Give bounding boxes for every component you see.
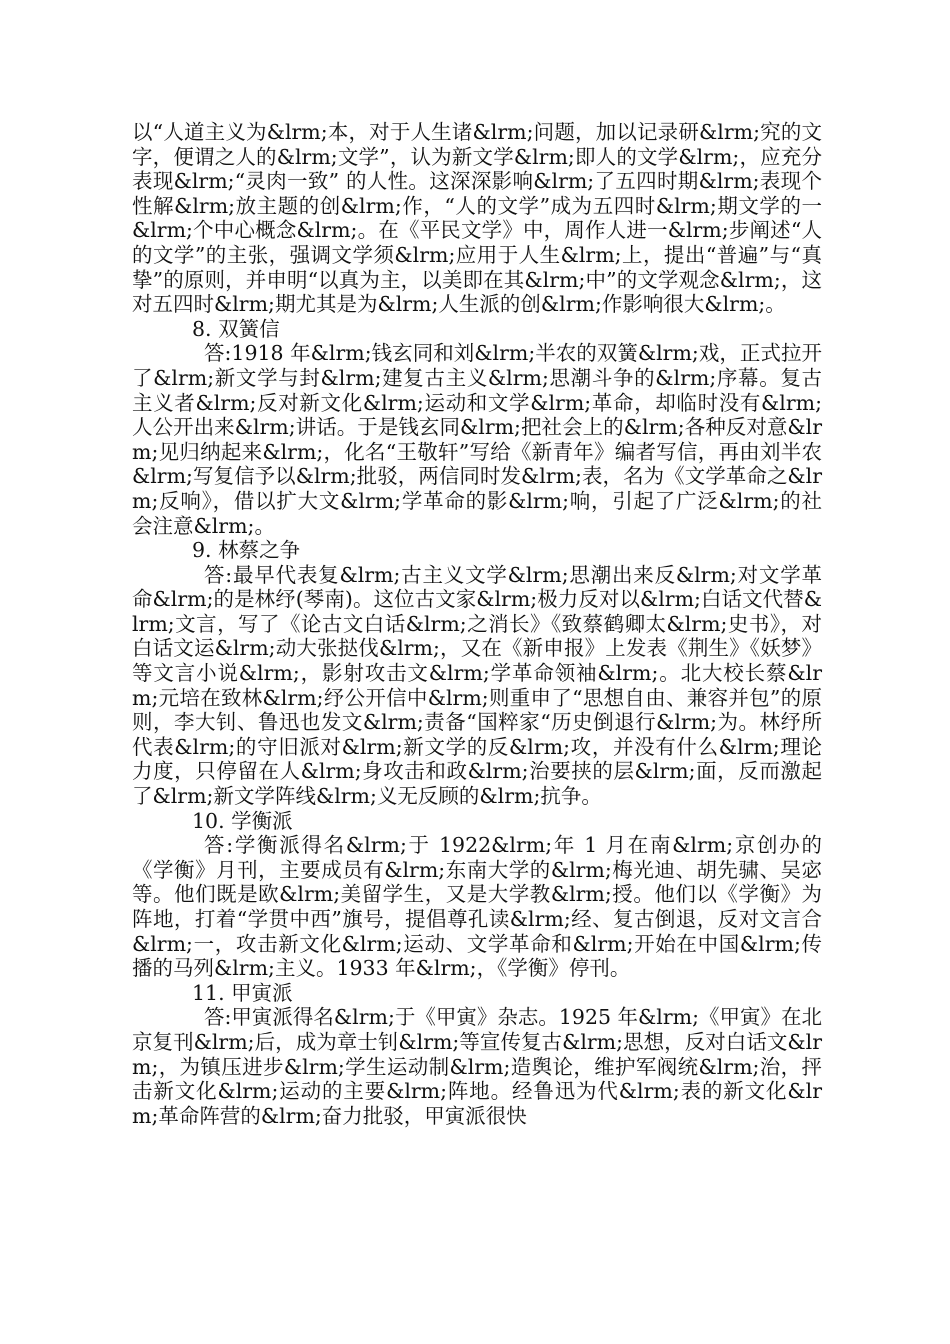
section-heading-double-reed-letter: 8. 双簧信 (192, 316, 280, 341)
intro-paragraph: 以“人道主义为&lrm;本，对于人生诸&lrm;问题，加以记录研&lrm;究的文字，便谓之人的&lrm;文学”，认为新文学&lrm;即人的文学&lrm;，应充分表现&lrm;“灵肉一致” 的人性。这深深影响&lrm;了五四时期&lrm;表现个性解&lrm;放主题的创&lrm;作，“人的文学”成为五四时&lrm;期文学的一&lrm;个中心概念&lrm;。在《平民文学》中，周作人进一&lrm;步阐述“人的文学”的主张，强调文学须&lrm;应用于人生&lrm;上，提出“普遍”与“真挚”的原则，并申明“以真为主，以美即在其&lrm;中”的文学观念&lrm;，这对五四时&lrm;期尤其是为&lrm;人生派的创&lrm;作影响很大&lrm;。 (132, 120, 822, 317)
section-heading-lin-cai-dispute: 9. 林蔡之争 (192, 538, 301, 563)
section-answer-lin-cai-dispute: 答:最早代表复&lrm;古主义文学&lrm;思潮出来反&lrm;对文学革命&lrm;的是林纾(琴南)。这位古文家&lrm;极力反对以&lrm;白话文代替&lrm;文言，写了《论古文白话&lrm;之消长》《致蔡鹤卿太&lrm;史书》，对白话文运&lrm;动大张挞伐&lrm;，又在《新申报》上发表《荆生》《妖梦》等文言小说&lrm;，影射攻击文&lrm;学革命领袖&lrm;。北大校长蔡&lrm;元培在致林&lrm;纾公开信中&lrm;则重申了“思想自由、兼容并包”的原则，李大钊、鲁迅也发文&lrm;责备“国粹家“历史倒退行&lrm;为。林纾所代表&lrm;的守旧派对&lrm;新文学的反&lrm;攻，并没有什么&lrm;理论力度，只停留在人&lrm;身攻击和政&lrm;治要挟的层&lrm;面，反而激起了&lrm;新文学阵线&lrm;义无反顾的&lrm;抗争。 (132, 562, 822, 809)
section-heading-xueheng-school: 10. 学衡派 (192, 808, 293, 833)
section-heading-jiayin-school: 11. 甲寅派 (192, 980, 293, 1005)
document-page (132, 120, 822, 1128)
section-answer-jiayin-school: 答:甲寅派得名&lrm;于《甲寅》杂志。1925 年&lrm;《甲寅》在北京复刊&lrm;后，成为章士钊&lrm;等宣传复古&lrm;思想，反对白话文&lrm;，为镇压进步&lrm;学生运动制&lrm;造舆论，维护军阀统&lrm;治，抨击新文化&lrm;运动的主要&lrm;阵地。经鲁迅为代&lrm;表的新文化&lrm;革命阵营的&lrm;奋力批驳，甲寅派很快 (132, 1005, 822, 1128)
section-answer-xueheng-school: 答:学衡派得名&lrm;于 1922&lrm;年 1 月在南&lrm;京创办的《学衡》月刊，主要成员有&lrm;东南大学的&lrm;梅光迪、胡先骕、吴宓等。他们既是欧&lrm;美留学生，又是大学教&lrm;授。他们以《学衡》为阵地，打着“学贯中西”旗号，提倡尊孔读&lrm;经、复古倒退，反对文言合&lrm;一，攻击新文化&lrm;运动、文学革命和&lrm;开始在中国&lrm;传播的马列&lrm;主义。1933 年&lrm;，《学衡》停刊。 (132, 833, 822, 981)
section-answer-double-reed-letter: 答:1918 年&lrm;钱玄同和刘&lrm;半农的双簧&lrm;戏，正式拉开了&lrm;新文学与封&lrm;建复古主义&lrm;思潮斗争的&lrm;序幕。复古主义者&lrm;反对新文化&lrm;运动和文学&lrm;革命，却临时没有&lrm;人公开出来&lrm;讲话。于是钱玄同&lrm;把社会上的&lrm;各种反对意&lrm;见归纳起来&lrm;，化名“王敬轩”写给《新青年》编者写信，再由刘半农&lrm;写复信予以&lrm;批驳，两信同时发&lrm;表，名为《文学革命之&lrm;反响》，借以扩大文&lrm;学革命的影&lrm;响，引起了广泛&lrm;的社会注意&lrm;。 (132, 341, 822, 538)
